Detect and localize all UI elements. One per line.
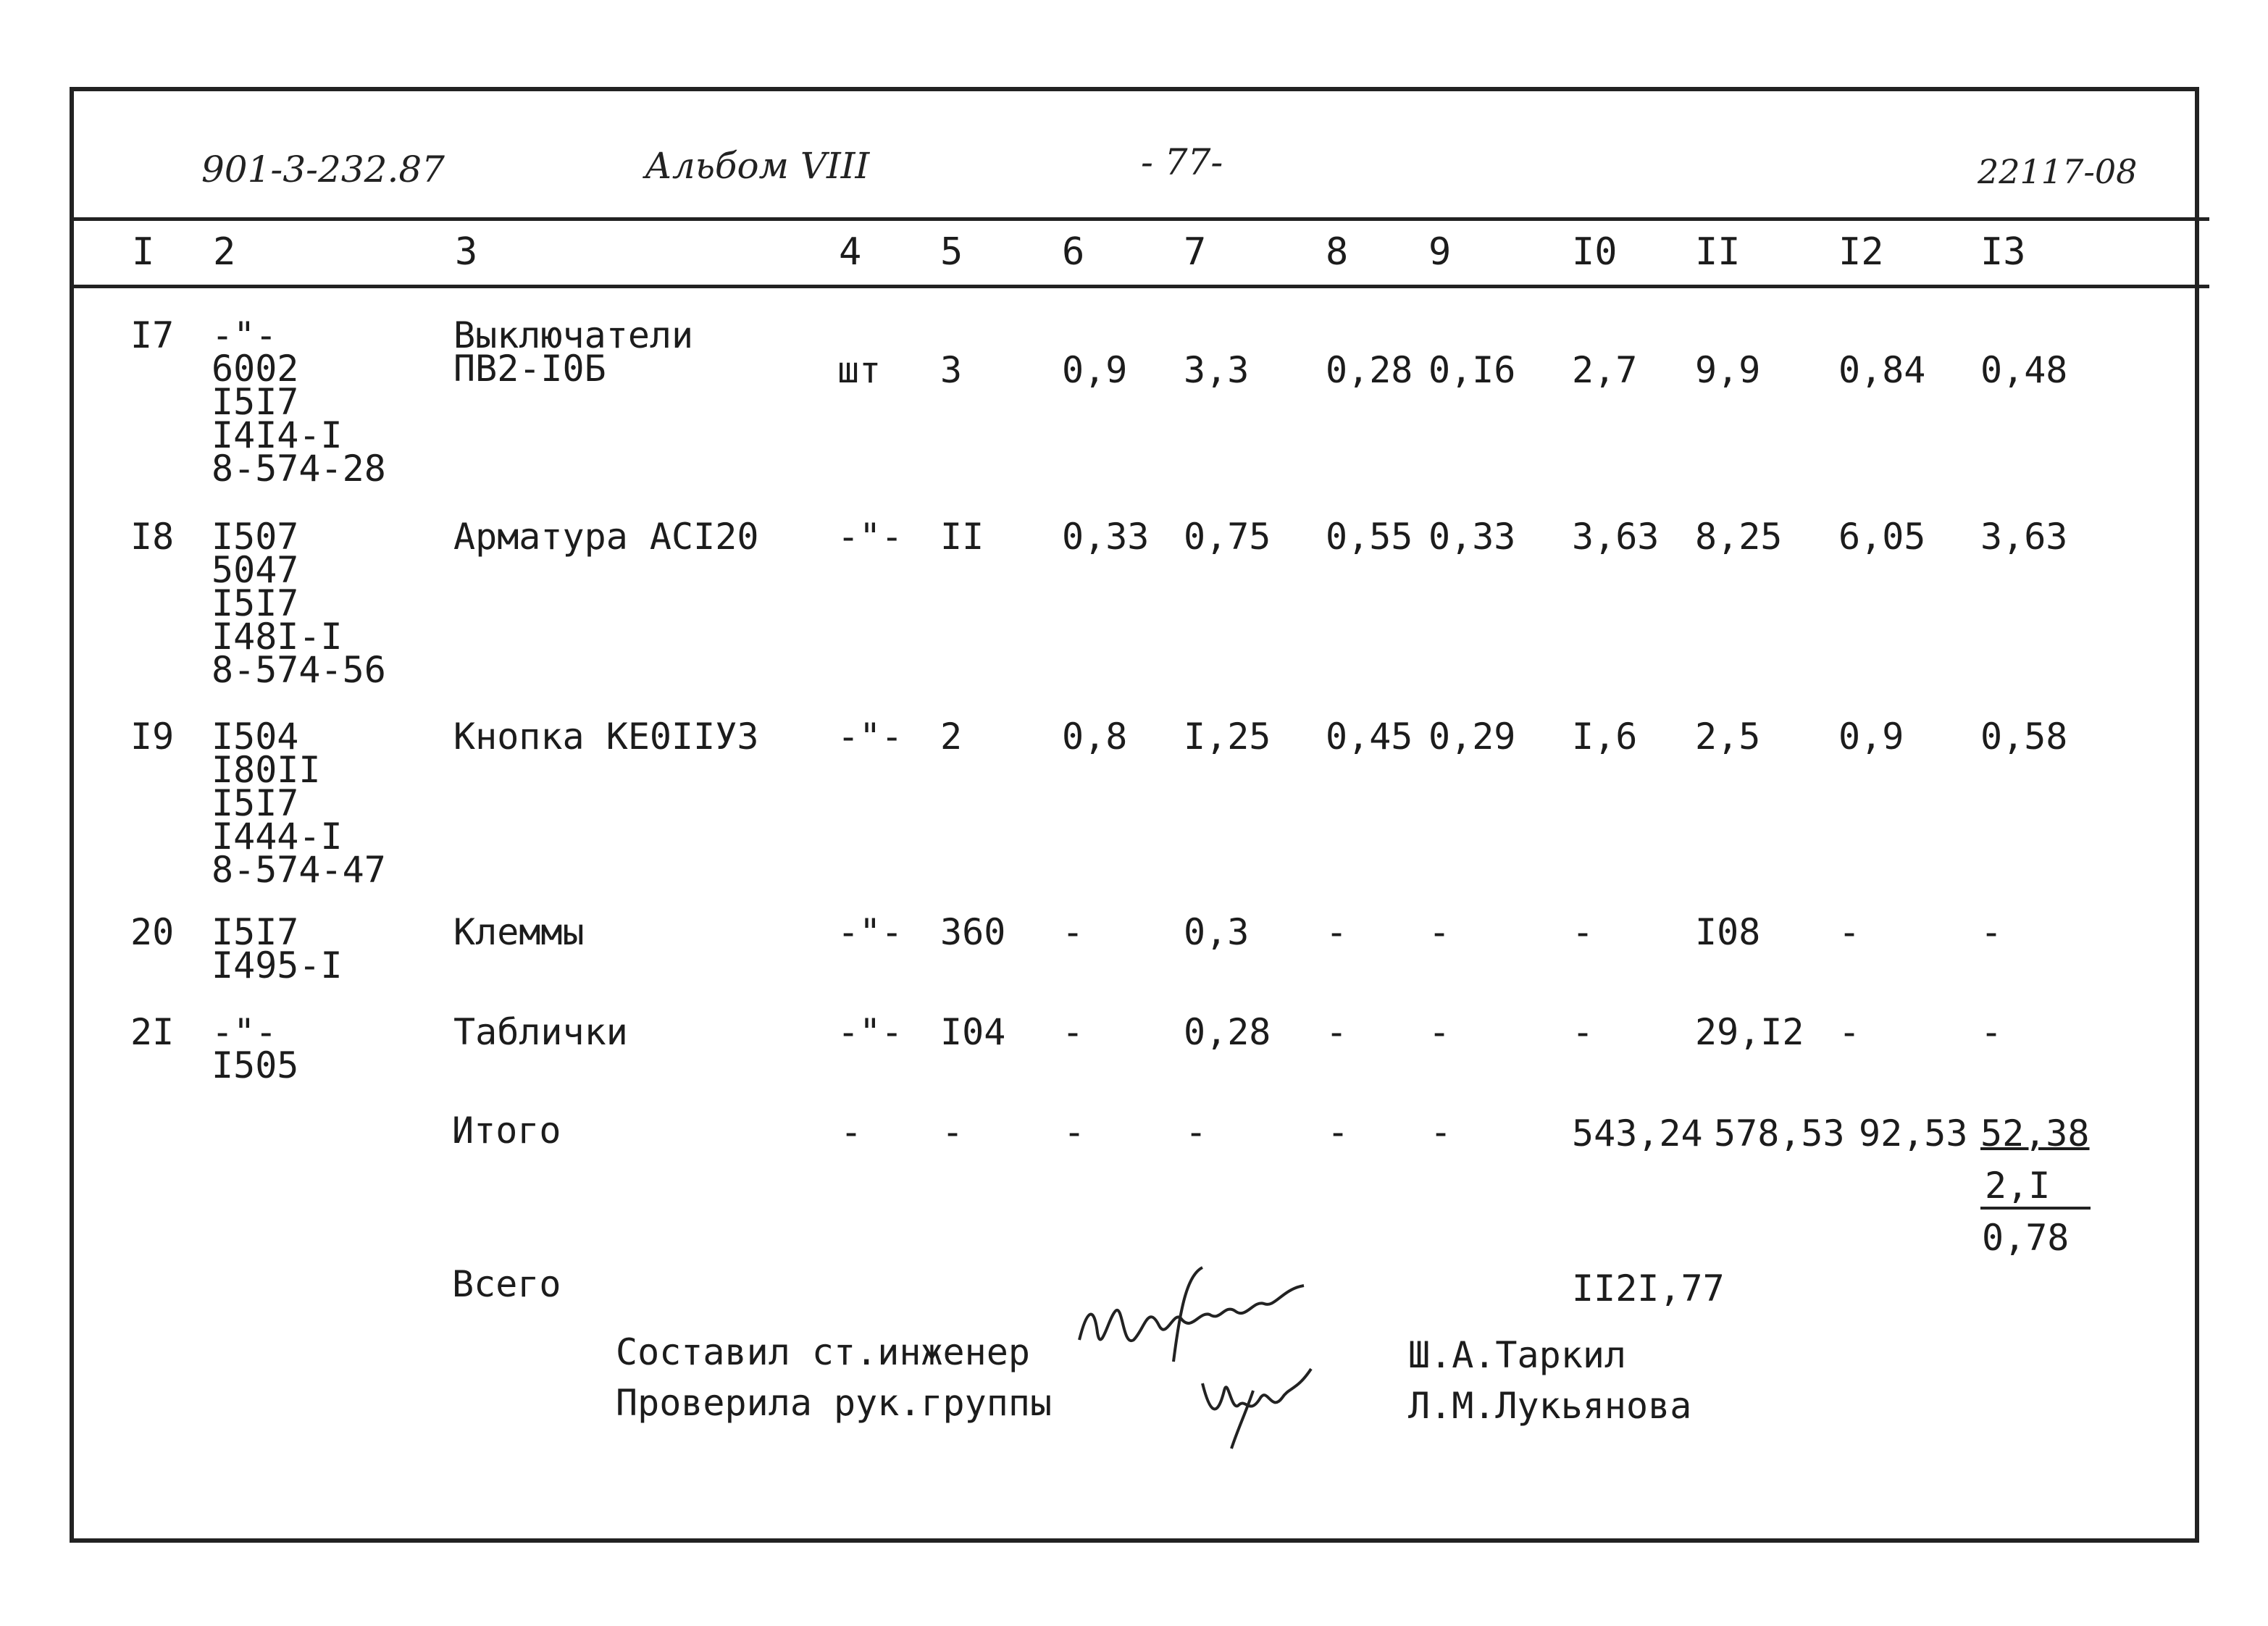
totals-c12: 92,53 bbox=[1859, 1112, 1968, 1154]
row-qty: 2 bbox=[940, 716, 963, 758]
header-rule-bottom bbox=[72, 285, 2209, 288]
checked-role: Проверила рук.группы bbox=[616, 1382, 1053, 1424]
code-line: 6002 bbox=[212, 348, 299, 390]
name-line: ПВ2-I0Б bbox=[453, 348, 606, 390]
code-line: I444-I bbox=[212, 816, 343, 858]
cell-c11: I08 bbox=[1695, 911, 1761, 953]
col-head-13: I3 bbox=[1980, 230, 2026, 274]
cell-c13: 0,58 bbox=[1980, 716, 2068, 758]
doc-code: 901-3-232.87 bbox=[201, 148, 445, 190]
col-head-6: 6 bbox=[1062, 230, 1085, 274]
cell-c13: 0,48 bbox=[1980, 349, 2068, 391]
totals-c13-b: 2,I bbox=[1985, 1165, 2051, 1207]
cell-c11: 29,I2 bbox=[1695, 1011, 1804, 1053]
totals-dash: - bbox=[840, 1111, 863, 1153]
row-name bbox=[453, 911, 585, 953]
cell-c6: - bbox=[1062, 911, 1084, 953]
checked-name: Л.М.Лукьянова bbox=[1408, 1385, 1692, 1427]
row-qty: II bbox=[940, 516, 984, 558]
compiled-name: Ш.А.Таркил bbox=[1408, 1334, 1627, 1376]
col-head-2: 2 bbox=[213, 230, 236, 274]
cell-c10: - bbox=[1572, 911, 1594, 953]
cell-c13: - bbox=[1980, 911, 2003, 953]
row-codes bbox=[212, 516, 386, 691]
col-head-5: 5 bbox=[940, 230, 963, 274]
cell-c9: 0,I6 bbox=[1428, 349, 1516, 391]
row-codes bbox=[212, 716, 386, 891]
code-line: I5I7 bbox=[212, 782, 299, 824]
name-line: Таблички bbox=[453, 1011, 628, 1053]
code-line: I4I4-I bbox=[212, 414, 343, 456]
cell-c12: 6,05 bbox=[1838, 516, 1926, 558]
row-name bbox=[453, 1011, 628, 1053]
row-name bbox=[453, 516, 759, 558]
code-line: I5I7 bbox=[212, 381, 299, 423]
row-number: 2I bbox=[130, 1011, 175, 1053]
cell-c13: - bbox=[1980, 1011, 2003, 1053]
header-rule-top bbox=[72, 217, 2209, 221]
cell-c8: 0,45 bbox=[1326, 716, 1413, 758]
row-codes bbox=[212, 1011, 299, 1086]
totals-dash: - bbox=[1063, 1111, 1086, 1153]
row-codes bbox=[212, 911, 343, 986]
code-line: I495-I bbox=[212, 944, 343, 986]
totals-dash: - bbox=[1327, 1111, 1349, 1153]
code-line: I48I-I bbox=[212, 616, 343, 658]
cell-c9: - bbox=[1428, 911, 1451, 953]
grand-total-label: Всего bbox=[452, 1263, 561, 1305]
row-unit: -"- bbox=[837, 911, 903, 953]
code-line: I5I7 bbox=[212, 911, 299, 953]
cell-c6: 0,33 bbox=[1062, 516, 1150, 558]
cell-c10: - bbox=[1572, 1011, 1594, 1053]
page-number: - 77- bbox=[1141, 141, 1223, 183]
sheet-code: 22117-08 bbox=[1978, 152, 2138, 191]
cell-c12: 0,84 bbox=[1838, 349, 1926, 391]
compiled-role: Составил ст.инженер bbox=[616, 1331, 1030, 1373]
row-qty: 3 bbox=[940, 349, 963, 391]
cell-c10: 2,7 bbox=[1572, 349, 1638, 391]
row-unit: -"- bbox=[837, 716, 903, 758]
cell-c6: - bbox=[1062, 1011, 1084, 1053]
cell-c8: 0,55 bbox=[1326, 516, 1413, 558]
cell-c7: 0,75 bbox=[1184, 516, 1271, 558]
cell-c12: - bbox=[1838, 911, 1861, 953]
cell-c12: 0,9 bbox=[1838, 716, 1904, 758]
code-line: -"- bbox=[212, 314, 277, 356]
cell-c12: - bbox=[1838, 1011, 1861, 1053]
row-unit: -"- bbox=[837, 1011, 903, 1053]
cell-c10: 3,63 bbox=[1572, 516, 1660, 558]
row-name bbox=[453, 716, 759, 758]
cell-c11: 8,25 bbox=[1695, 516, 1783, 558]
row-unit: -"- bbox=[837, 516, 903, 558]
col-head-12: I2 bbox=[1838, 230, 1884, 274]
album-label: Альбом VIII bbox=[645, 145, 870, 187]
code-line: 8-574-56 bbox=[212, 649, 386, 691]
row-number: 20 bbox=[130, 911, 175, 953]
col-head-8: 8 bbox=[1326, 230, 1349, 274]
cell-c11: 2,5 bbox=[1695, 716, 1761, 758]
cell-c11: 9,9 bbox=[1695, 349, 1761, 391]
name-line: Клеммы bbox=[453, 911, 585, 953]
col-head-7: 7 bbox=[1184, 230, 1207, 274]
code-line: I504 bbox=[212, 716, 299, 758]
row-number: I9 bbox=[130, 716, 175, 758]
totals-c13-c: 0,78 bbox=[1982, 1217, 2070, 1259]
col-head-9: 9 bbox=[1428, 230, 1452, 274]
totals-dash: - bbox=[942, 1111, 964, 1153]
totals-label: Итого bbox=[452, 1110, 561, 1152]
cell-c7: 3,3 bbox=[1184, 349, 1250, 391]
code-line: I505 bbox=[212, 1044, 299, 1086]
cell-c7: 0,28 bbox=[1184, 1011, 1271, 1053]
col-head-1: I bbox=[132, 230, 155, 274]
grand-total-value: II2I,77 bbox=[1572, 1267, 1725, 1309]
cell-c10: I,6 bbox=[1572, 716, 1638, 758]
col-head-3: 3 bbox=[455, 230, 478, 274]
handwritten-signature-2 bbox=[1188, 1347, 1333, 1456]
cell-c6: 0,9 bbox=[1062, 349, 1128, 391]
row-number: I8 bbox=[130, 516, 175, 558]
code-line: 8-574-28 bbox=[212, 448, 386, 490]
name-line: Выключатели bbox=[453, 314, 694, 356]
totals-dash: - bbox=[1185, 1111, 1208, 1153]
cell-c8: 0,28 bbox=[1326, 349, 1413, 391]
row-number: I7 bbox=[130, 314, 175, 356]
row-qty: 360 bbox=[940, 911, 1006, 953]
name-line: Арматура АСI20 bbox=[453, 516, 759, 558]
code-line: 8-574-47 bbox=[212, 849, 386, 891]
col-head-4: 4 bbox=[839, 230, 862, 274]
cell-c9: 0,29 bbox=[1428, 716, 1516, 758]
code-line: -"- bbox=[212, 1011, 277, 1053]
fraction-rule bbox=[1980, 1207, 2091, 1210]
cell-c6: 0,8 bbox=[1062, 716, 1128, 758]
cell-c9: - bbox=[1428, 1011, 1451, 1053]
totals-c10: 543,24 bbox=[1572, 1112, 1703, 1154]
row-qty: I04 bbox=[940, 1011, 1006, 1053]
cell-c7: I,25 bbox=[1184, 716, 1271, 758]
code-line: I5I7 bbox=[212, 582, 299, 624]
col-head-10: I0 bbox=[1572, 230, 1618, 274]
cell-c8: - bbox=[1326, 1011, 1348, 1053]
code-line: I80II bbox=[212, 749, 321, 791]
code-line: 5047 bbox=[212, 549, 299, 591]
totals-c13-a: 52,38 bbox=[1980, 1112, 2090, 1154]
cell-c8: - bbox=[1326, 911, 1348, 953]
row-unit: шт bbox=[837, 349, 882, 391]
cell-c9: 0,33 bbox=[1428, 516, 1516, 558]
name-line: Кнопка КЕ0IIУ3 bbox=[453, 716, 759, 758]
totals-c11: 578,53 bbox=[1714, 1112, 1845, 1154]
col-head-11: II bbox=[1695, 230, 1741, 274]
cell-c7: 0,3 bbox=[1184, 911, 1250, 953]
row-codes bbox=[212, 314, 386, 490]
code-line: I507 bbox=[212, 516, 299, 558]
row-name bbox=[453, 314, 694, 390]
totals-dash: - bbox=[1430, 1111, 1452, 1153]
cell-c13: 3,63 bbox=[1980, 516, 2068, 558]
